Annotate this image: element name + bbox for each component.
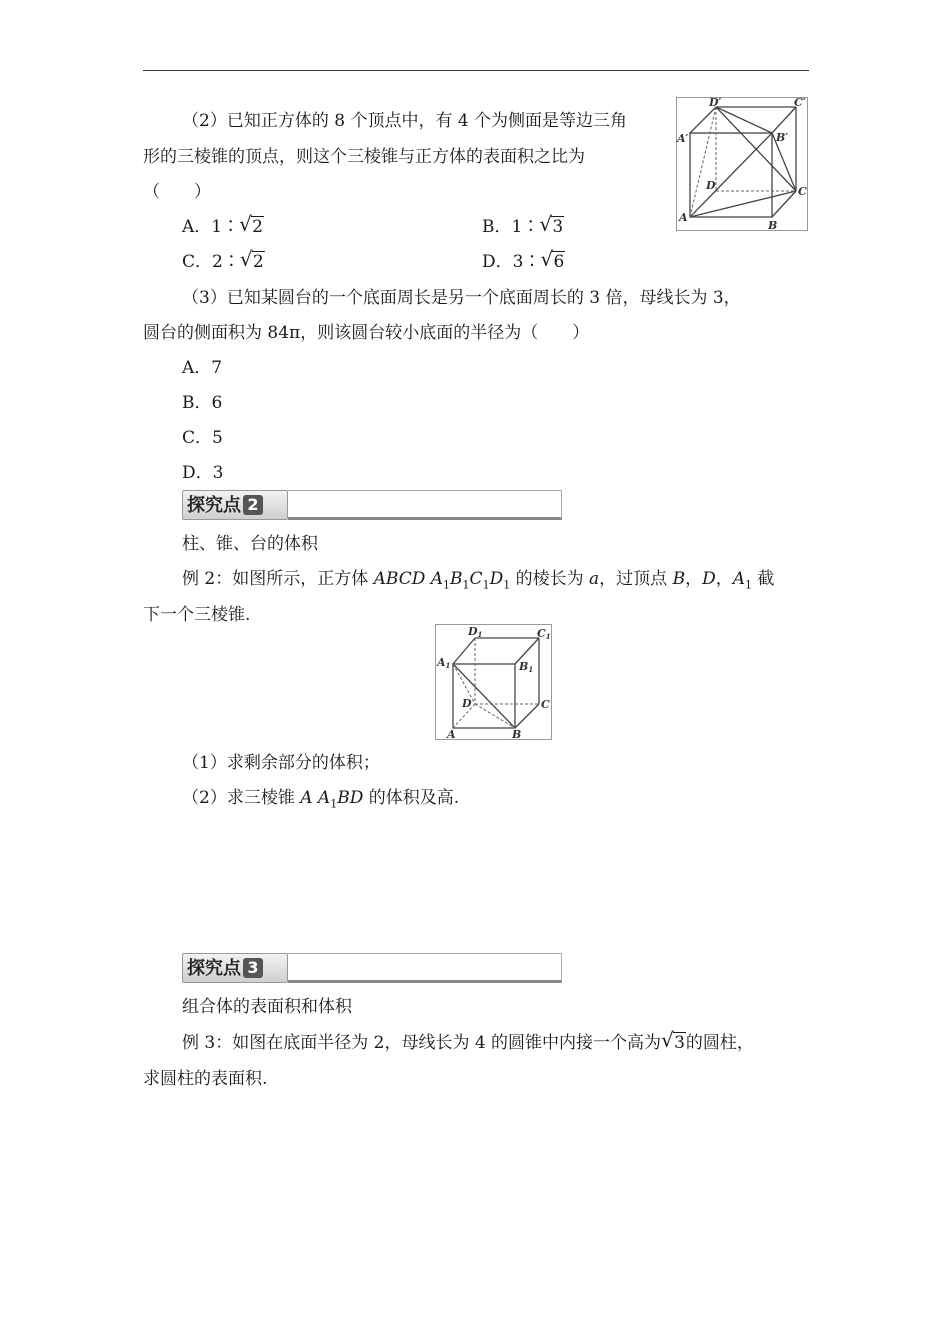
section-number-badge: 3 — [243, 958, 263, 978]
label-c-prime: C′ — [794, 97, 806, 109]
label-c: C — [798, 185, 807, 198]
section-3-banner: 探究点 3 — [182, 953, 562, 983]
section-number-badge: 2 — [243, 495, 263, 515]
cube-tetrahedron-figure — [676, 97, 808, 231]
label-d1: D1 — [468, 625, 483, 639]
q2-option-b: B．1∶√ 3 — [482, 216, 564, 238]
label-b: B — [512, 728, 522, 740]
label-c1: C1 — [537, 627, 551, 641]
label-b1: B1 — [519, 660, 534, 674]
example-3-line-2: 求圆柱的表面积. — [143, 1069, 268, 1089]
label-c: C — [541, 698, 550, 711]
label-a: A — [679, 211, 688, 224]
q3-option-b: B．6 — [182, 393, 223, 413]
example-2-line-2: 下一个三棱锥. — [143, 605, 251, 625]
label-a-prime: A′ — [677, 132, 689, 145]
label-a1: A1 — [437, 656, 451, 670]
section-2-title: 柱、锥、台的体积 — [182, 534, 318, 554]
sqrt-symbol: √ 3 — [663, 1032, 686, 1054]
q3-line-1: （3）已知某圆台的一个底面周长是另一个底面周长的 3 倍，母线长为 3， — [182, 288, 741, 308]
q2-option-a: A．1∶√ 2 — [182, 216, 264, 238]
example-3-line-1: 例 3：如图在底面半径为 2，母线长为 4 的圆锥中内接一个高为√ 3的圆柱， — [182, 1032, 754, 1054]
example-2-part-2: （2）求三棱锥 A $A_1BD$ 的体积及高. — [182, 788, 460, 811]
q3-option-d: D．3 — [182, 463, 224, 483]
q2-option-c: C．2∶√ 2 — [182, 251, 265, 273]
sqrt-symbol: √ 6 — [542, 251, 565, 273]
q2-line-2: 形的三棱锥的顶点，则这个三棱锥与正方体的表面积之比为 — [143, 147, 585, 167]
label-d: D — [706, 179, 716, 192]
cube-a1bd-figure — [435, 624, 552, 740]
section-2-banner: 探究点 2 — [182, 490, 562, 520]
label-b-prime: B′ — [776, 131, 789, 144]
section-3-title: 组合体的表面积和体积 — [182, 997, 352, 1017]
example-2-part-1: （1）求剩余部分的体积； — [182, 753, 380, 773]
label-b: B — [768, 219, 778, 231]
q2-option-d: D．3∶√ 6 — [482, 251, 565, 273]
sqrt-symbol: √ 3 — [541, 216, 564, 238]
label-a: A — [447, 728, 456, 740]
label-d: D — [462, 697, 472, 710]
q3-option-a: A．7 — [182, 358, 223, 378]
header-rule — [143, 70, 809, 71]
label-d-prime: D′ — [709, 97, 722, 109]
q2-line-3: （ ） — [143, 182, 211, 202]
q3-line-2: 圆台的侧面积为 84π，则该圆台较小底面的半径为（ ） — [143, 323, 590, 343]
q2-line-1: （2）已知正方体的 8 个顶点中，有 4 个为侧面是等边三角 — [182, 111, 628, 131]
sqrt-symbol: √ 2 — [242, 251, 265, 273]
sqrt-symbol: √ 2 — [241, 216, 264, 238]
example-2-line-1: 例 2：如图所示，正方体 ABCD $A_1B_1C_1D_1$ 的棱长为 a，过顶点 B，D，$A_1$ 截 — [182, 569, 775, 592]
q3-option-c: C．5 — [182, 428, 223, 448]
